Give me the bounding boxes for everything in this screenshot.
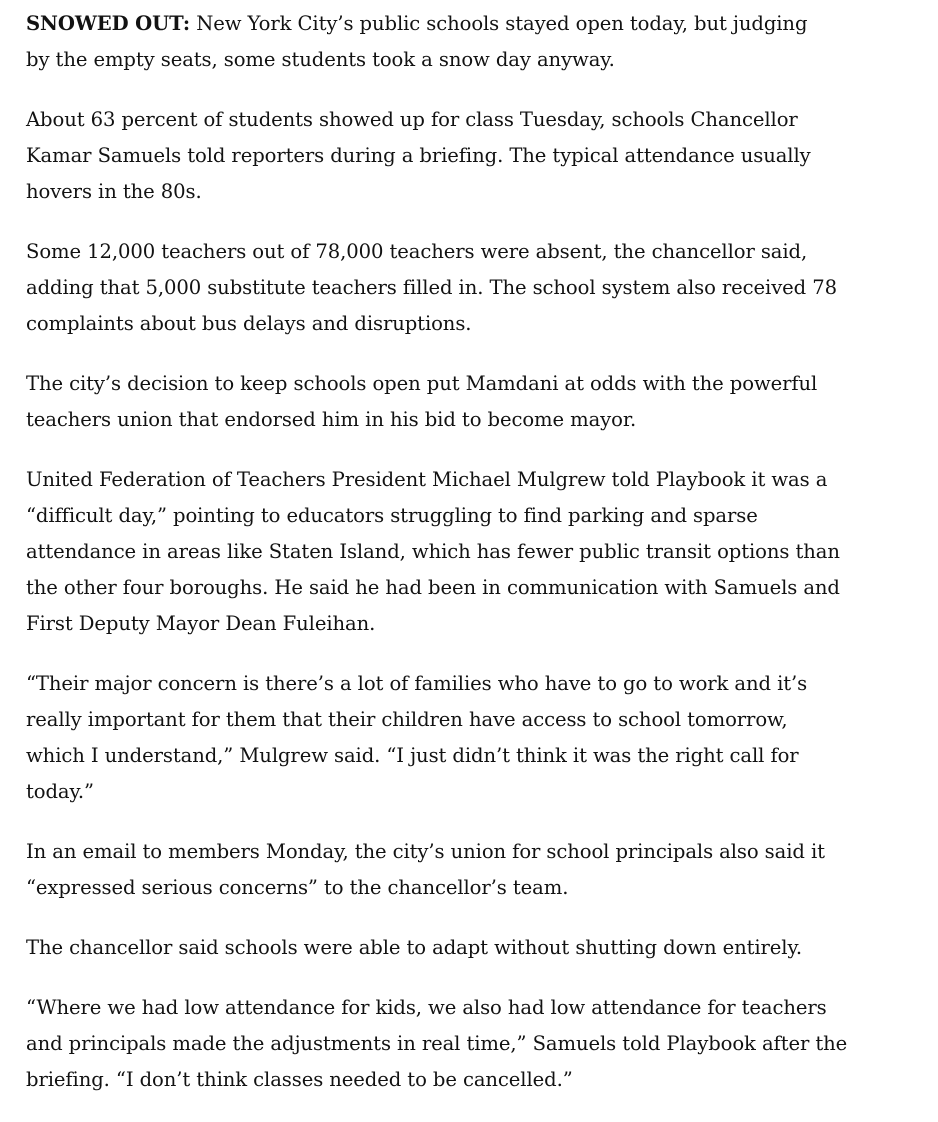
paragraph-line: United Federation of Teachers President Michael Mulgrew told Playbook it was a xyxy=(26,468,828,491)
paragraph-city-decision xyxy=(26,366,926,438)
paragraph-line: briefing. “I don’t think classes needed to be cancelled.” xyxy=(26,1068,573,1091)
paragraph-mulgrew-quote xyxy=(26,666,926,810)
paragraph-line: First Deputy Mayor Dean Fuleihan. xyxy=(26,612,376,635)
paragraph-line: the other four boroughs. He said he had been in communication with Samuels and xyxy=(26,576,840,599)
paragraph-line: “expressed serious concerns” to the chancellor’s team. xyxy=(26,876,569,899)
paragraph-line: Kamar Samuels told reporters during a briefing. The typical attendance usually xyxy=(26,144,811,167)
paragraph-snowed-out xyxy=(26,6,926,78)
paragraph-line: complaints about bus delays and disruptions. xyxy=(26,312,472,335)
paragraph-principals-union xyxy=(26,834,926,906)
paragraph-line: In an email to members Monday, the city’s union for school principals also said it xyxy=(26,840,825,863)
paragraph-line: The chancellor said schools were able to adapt without shutting down entirely. xyxy=(26,936,802,959)
article-body xyxy=(26,6,926,1122)
paragraph-line: Some 12,000 teachers out of 78,000 teachers were absent, the chancellor said, xyxy=(26,240,808,263)
paragraph-line: About 63 percent of students showed up for class Tuesday, schools Chancellor xyxy=(26,108,798,131)
paragraph-line: really important for them that their children have access to school tomorrow, xyxy=(26,708,788,731)
paragraph-line: “Where we had low attendance for kids, we also had low attendance for teachers xyxy=(26,996,827,1019)
paragraph-line: The city’s decision to keep schools open put Mamdani at odds with the powerful xyxy=(26,372,818,395)
paragraph-chancellor-adapt xyxy=(26,930,926,966)
paragraph-samuels-quote xyxy=(26,990,926,1098)
paragraph-line: and principals made the adjustments in real time,” Samuels told Playbook after the xyxy=(26,1032,848,1055)
paragraph-line: adding that 5,000 substitute teachers filled in. The school system also received 78 xyxy=(26,276,837,299)
paragraph-attendance xyxy=(26,102,926,210)
paragraph-line: which I understand,” Mulgrew said. “I just didn’t think it was the right call for xyxy=(26,744,799,767)
paragraph-line: “difficult day,” pointing to educators struggling to find parking and sparse xyxy=(26,504,758,527)
paragraph-line: hovers in the 80s. xyxy=(26,180,202,203)
kicker-label: SNOWED OUT: xyxy=(26,12,191,35)
paragraph-line: today.” xyxy=(26,780,94,803)
paragraph-line: teachers union that endorsed him in his bid to become mayor. xyxy=(26,408,637,431)
paragraph-uft-mulgrew xyxy=(26,462,926,642)
paragraph-line: attendance in areas like Staten Island, which has fewer public transit options than xyxy=(26,540,840,563)
paragraph-line: by the empty seats, some students took a snow day anyway. xyxy=(26,48,615,71)
paragraph-line: “Their major concern is there’s a lot of families who have to go to work and it’s xyxy=(26,672,808,695)
paragraph-line: SNOWED OUT: New York City’s public schools stayed open today, but judging xyxy=(26,12,808,35)
paragraph-teachers-absent xyxy=(26,234,926,342)
